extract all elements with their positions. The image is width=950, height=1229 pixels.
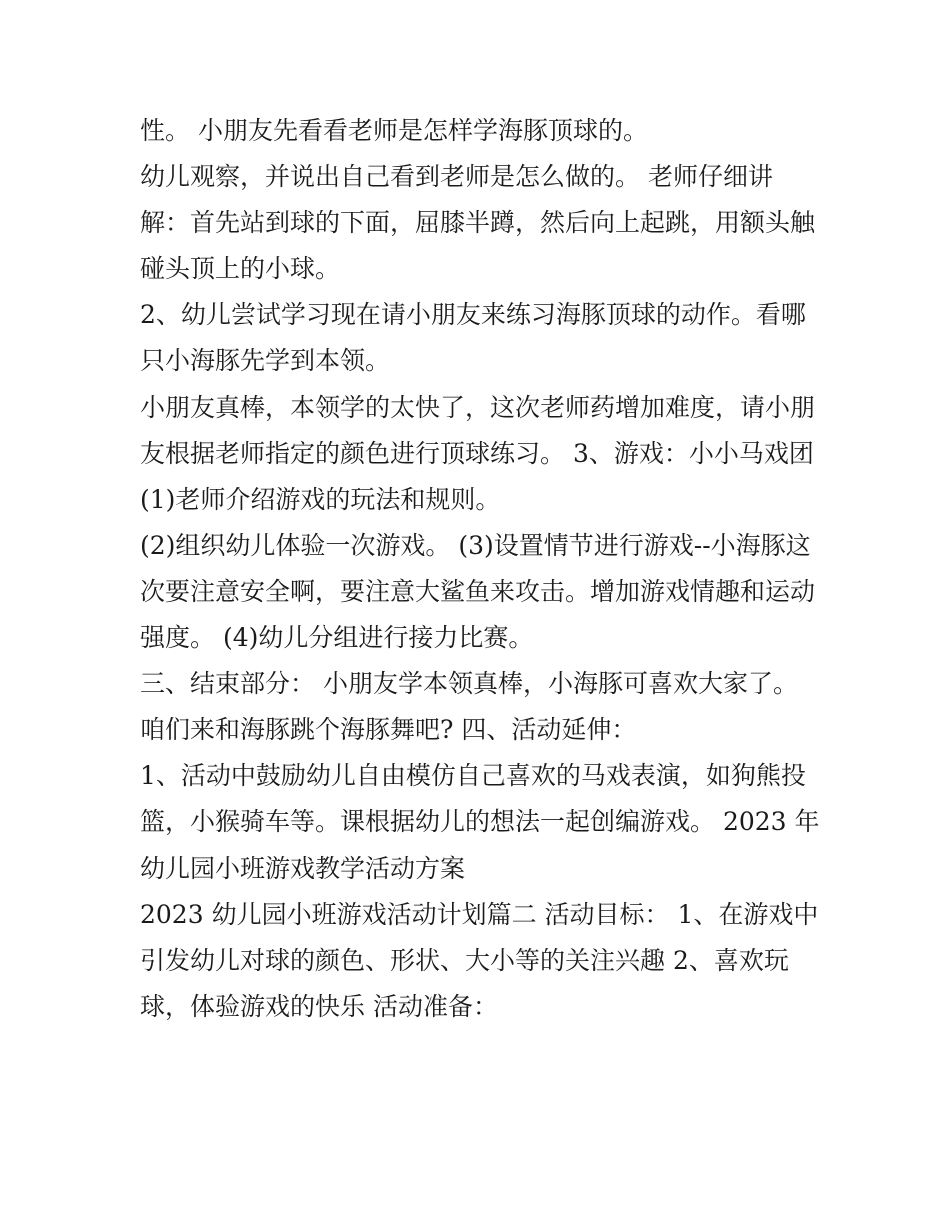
text-line: 次要注意安全啊，要注意大鲨鱼来攻击。增加游戏情趣和运动	[140, 576, 816, 606]
text-line: 性。 小朋友先看看老师是怎样学海豚顶球的。	[140, 116, 648, 145]
text-line: (1)老师介绍游戏的玩法和规则。	[140, 484, 501, 514]
text-line: 球，体验游戏的快乐 活动准备：	[140, 991, 498, 1021]
text-line: 引发幼儿对球的颜色、形状、大小等的关注兴趣 2、喜欢玩	[140, 945, 789, 975]
text-line: 2023 幼儿园小班游戏活动计划篇二 活动目标： 1、在游戏中	[140, 899, 819, 929]
text-line: 幼儿园小班游戏教学活动方案	[140, 853, 466, 883]
text-line: 1、活动中鼓励幼儿自由模仿自己喜欢的马戏表演，如狗熊投	[140, 761, 806, 791]
body-text	[140, 108, 840, 1030]
text-line: 篮，小猴骑车等。课根据幼儿的想法一起创编游戏。 2023 年	[140, 807, 820, 837]
text-line: 友根据老师指定的颜色进行顶球练习。 3、游戏：小小马戏团	[140, 438, 814, 468]
text-line: 只小海豚先学到本领。	[140, 346, 391, 376]
text-line: 幼儿观察，并说出自己看到老师是怎么做的。 老师仔细讲	[140, 162, 773, 192]
text-line: (2)组织幼儿体验一次游戏。 (3)设置情节进行游戏--小海豚这	[140, 530, 811, 560]
text-line: 解：首先站到球的下面，屈膝半蹲，然后向上起跳，用额头触	[140, 208, 816, 238]
text-line: 碰头顶上的小球。	[140, 254, 341, 284]
text-line: 咱们来和海豚跳个海豚舞吧? 四、活动延伸：	[140, 715, 637, 745]
text-line: 强度。 (4)幼儿分组进行接力比赛。	[140, 623, 534, 653]
text-line: 2、幼儿尝试学习现在请小朋友来练习海豚顶球的动作。看哪	[140, 300, 806, 330]
text-line: 三、结束部分： 小朋友学本领真棒，小海豚可喜欢大家了。	[140, 669, 798, 699]
text-line: 小朋友真棒，本领学的太快了，这次老师药增加难度，请小朋	[140, 392, 816, 422]
